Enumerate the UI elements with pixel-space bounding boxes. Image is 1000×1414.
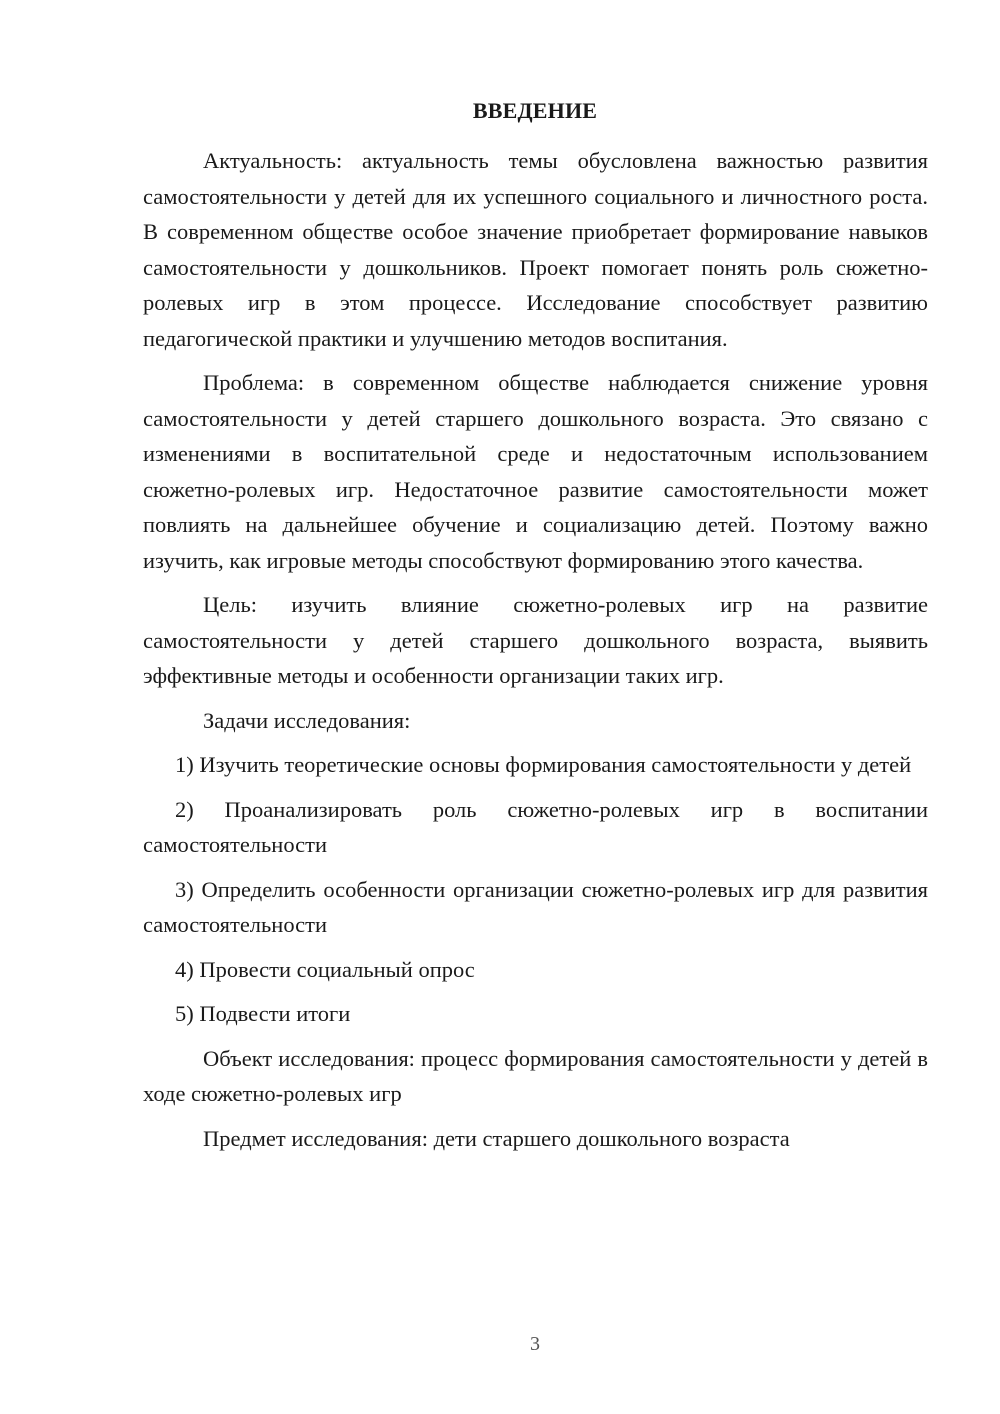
paragraph-relevance: Актуальность: актуальность темы обусловлена важностью развития самостоятельности у детей для их успешного социального и личностного роста. В современном обществе особое значение приобретает формирование навыков самостоятельности у дошкольников. Проект помогает понять роль сюжетно-ролевых игр в этом процессе. Исследование способствует развитию педагогической практики и улучшению методов воспитания.: [143, 148, 928, 351]
task-item-4: 4) Провести социальный опрос: [175, 956, 475, 982]
task-item-5: 5) Подвести итоги: [175, 1001, 351, 1026]
paragraph-tasks-heading: Задачи исследования:: [203, 707, 411, 733]
paragraph-goal: Цель: изучить влияние сюжетно-ролевых игр на развитие самостоятельности у детей старшего дошкольного возраста, выявить эффективные методы и особенности организации таких игр.: [143, 592, 928, 688]
task-item-1: 1) Изучить теоретические основы формирования самостоятельности у детей: [175, 752, 912, 777]
page-number: 3: [530, 1333, 540, 1355]
document-body: [143, 143, 928, 1165]
task-item-2: 2) Проанализировать роль сюжетно-ролевых игр в воспитании самостоятельности: [143, 796, 928, 857]
paragraph-problem: Проблема: в современном обществе наблюдается снижение уровня самостоятельности у детей старшего дошкольного возраста. Это связано с изменениями в воспитательной среде и недостаточным использованием сюжетно-ролевых игр. Недостаточное развитие самостоятельности может повлиять на дальнейшее обучение и социализацию детей. Поэтому важно изучить, как игровые методы способствуют формированию этого качества.: [143, 370, 928, 573]
task-item-3: 3) Определить особенности организации сюжетно-ролевых игр для развития самостоятельности: [143, 876, 928, 937]
page-title: ВВЕДЕНИЕ: [472, 98, 598, 123]
paragraph-object: Объект исследования: процесс формирования самостоятельности у детей в ходе сюжетно-ролевых игр: [143, 1045, 928, 1106]
paragraph-subject: Предмет исследования: дети старшего дошкольного возраста: [203, 1125, 790, 1151]
